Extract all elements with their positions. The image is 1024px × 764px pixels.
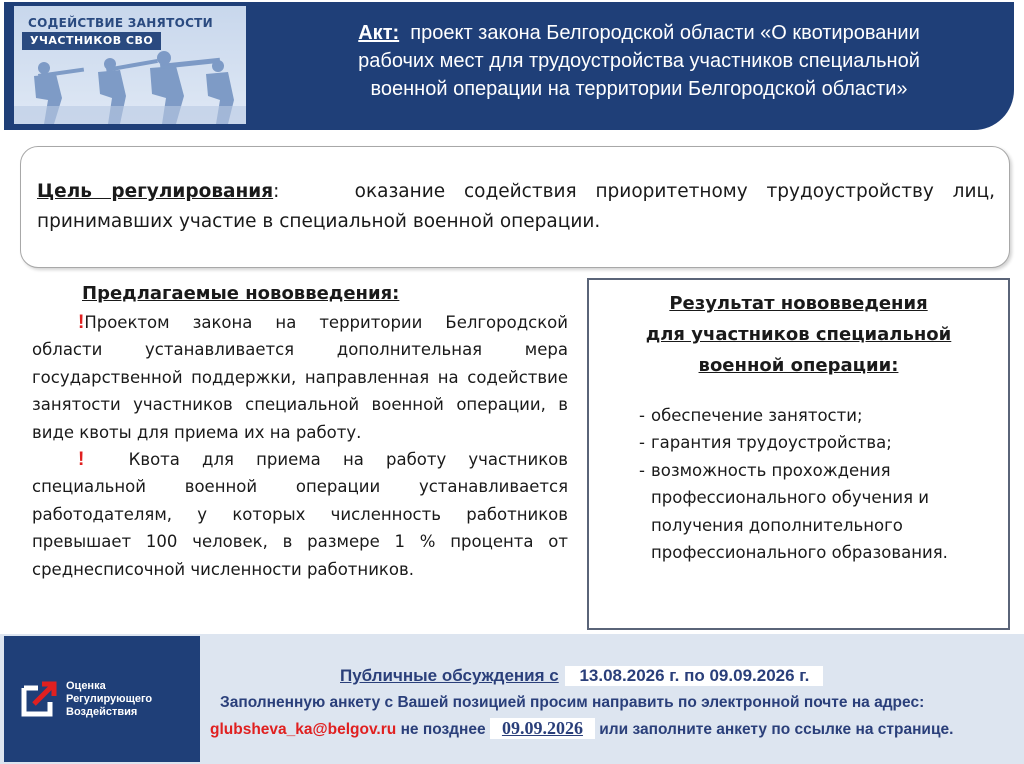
result-item-1: обеспечение занятости; <box>651 406 863 425</box>
goal-box <box>20 146 1010 268</box>
list-item <box>639 457 969 567</box>
orv-caption-line3: Воздействия <box>66 706 138 718</box>
goal-text: оказание содействия приоритетному трудоустройству лиц, принимавших участие в специальной военной операции. <box>37 181 995 232</box>
list-dash: - <box>639 406 645 425</box>
exclamation-icon: ! <box>78 449 85 471</box>
orv-logo <box>4 636 200 762</box>
act-title <box>294 19 984 103</box>
public-discussion-line <box>340 666 823 686</box>
orv-logo-icon <box>20 680 58 718</box>
list-item <box>639 429 969 456</box>
result-item-2: гарантия трудоустройства; <box>651 433 892 453</box>
goal-colon: : <box>273 181 280 202</box>
discussion-period: 13.08.2026 г. по 09.09.2026 г. <box>565 666 823 686</box>
result-heading-line2: для участников специальной <box>645 324 952 345</box>
orv-caption <box>66 680 152 719</box>
result-heading-line3: военной операции: <box>698 355 899 376</box>
orv-caption-line1: Оценка <box>66 680 106 692</box>
result-list <box>639 402 969 566</box>
innovation-paragraph-1 <box>32 309 568 446</box>
goal-statement <box>37 177 995 237</box>
footer <box>0 634 1024 764</box>
email-link[interactable]: glubsheva_ka@belgov.ru <box>210 721 397 738</box>
no-later-text: не позднее <box>400 721 486 738</box>
innovation-text-2: Квота для приема на работу участников специальной военной операции устанавливается работодателям, у которых численность работников превышает 100 человек, в размере 1 % процента от среднесписочной численности работников. <box>32 450 568 579</box>
result-heading-line1: Результат нововведения <box>669 293 928 314</box>
svo-logo <box>14 6 246 124</box>
innovation-paragraph-2 <box>32 446 568 583</box>
instruction-text: Заполненную анкету с Вашей позицией просим направить по электронной почте на адрес: <box>220 694 925 711</box>
deadline-date: 09.09.2026 <box>490 718 595 739</box>
act-label: Акт <box>358 22 393 44</box>
act-title-line3: военной операции на территории Белгородской области» <box>370 78 908 100</box>
list-item <box>639 402 969 429</box>
innovations-heading: Предлагаемые нововведения: <box>82 283 400 304</box>
list-dash: - <box>639 433 645 453</box>
exclamation-icon: ! <box>78 312 85 333</box>
public-discussion-label: Публичные обсуждения с <box>340 666 559 685</box>
innovation-text-1: Проектом закона на территории Белгородской области устанавливается дополнительная мера государственной поддержки, направленная на содействие занятости участников специальной военной операции, в виде квоты для приема их на работу. <box>32 313 568 442</box>
header-banner <box>4 2 1014 130</box>
contact-line <box>210 718 953 739</box>
result-heading <box>589 288 1008 381</box>
logo-caption-line1: СОДЕЙСТВИЕ ЗАНЯТОСТИ <box>28 16 214 30</box>
result-item-3: возможность прохождения профессионального обучения и получения дополнительного профессионального образования. <box>651 460 948 563</box>
goal-label: Цель регулирования <box>37 181 274 202</box>
list-dash: - <box>639 460 645 480</box>
innovations-body <box>32 309 568 583</box>
logo-caption-line2: УЧАСТНИКОВ СВО <box>22 32 161 50</box>
act-title-line2: рабочих мест для трудоустройства участников специальной <box>358 50 920 72</box>
act-title-line1 <box>294 19 984 47</box>
orv-caption-line2: Регулирующего <box>66 693 153 705</box>
act-title-text1: проект закона Белгородской области «О квотировании <box>410 22 920 44</box>
act-colon: : <box>392 22 400 44</box>
result-box <box>587 278 1010 630</box>
fill-form-text: или заполните анкету по ссылке на странице. <box>599 721 954 738</box>
